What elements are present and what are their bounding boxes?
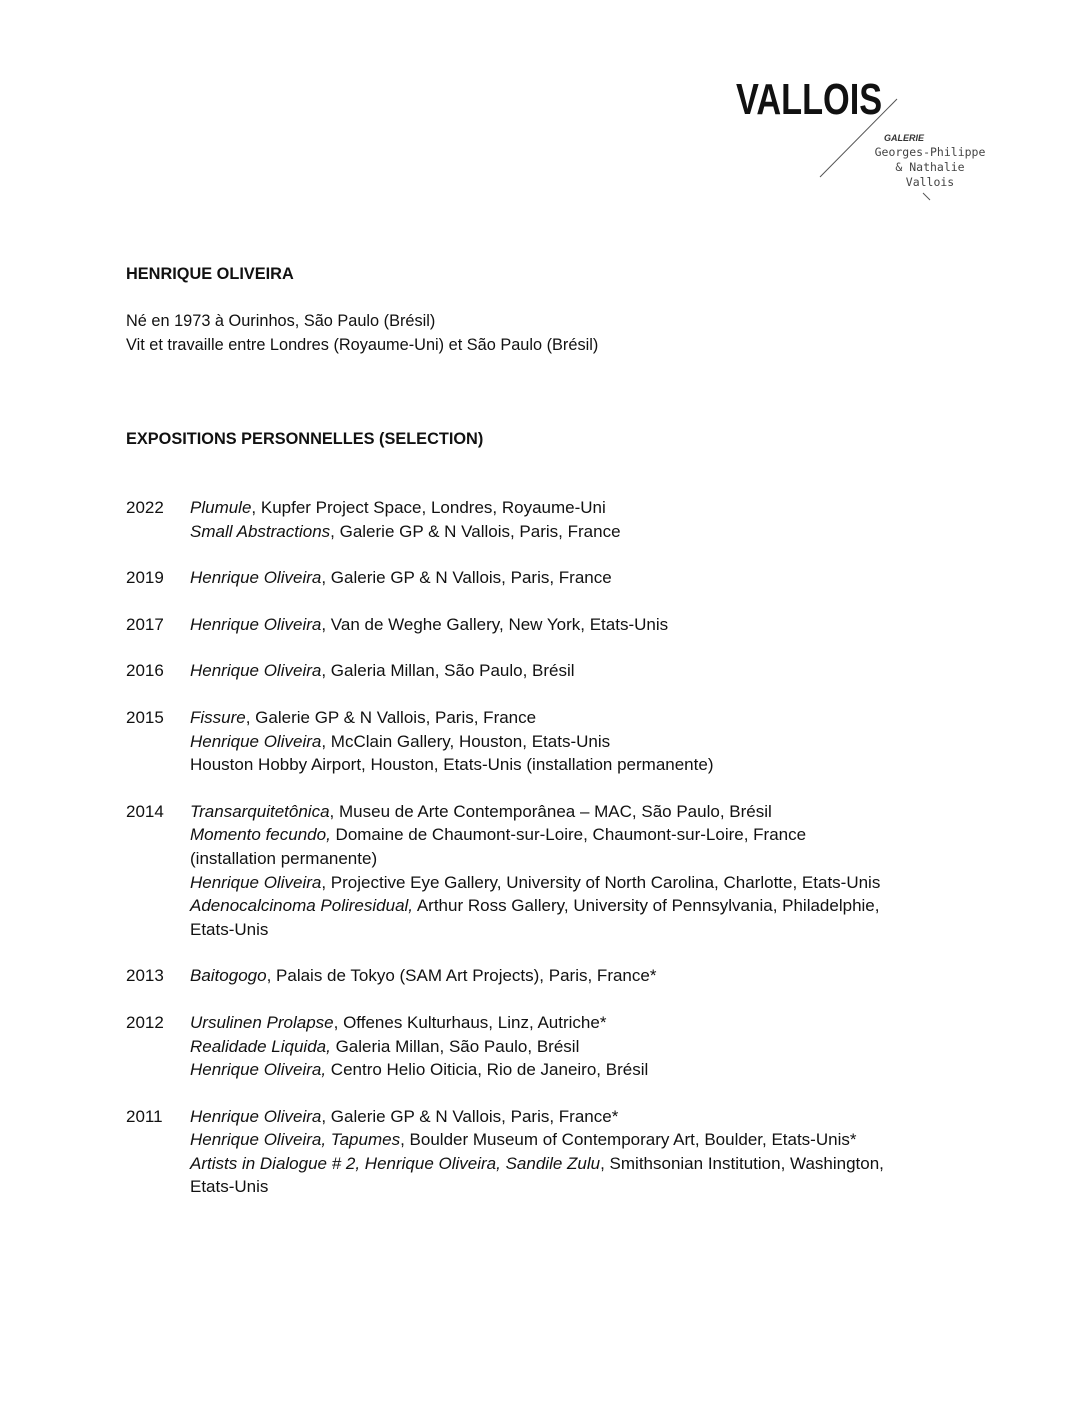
exhibition-item bbox=[190, 847, 1006, 871]
exhibition-item bbox=[190, 1011, 1006, 1035]
exhibition-year: 2017 bbox=[126, 614, 164, 634]
exhibitions-list bbox=[126, 496, 1006, 1222]
exhibition-year: 2016 bbox=[126, 661, 164, 681]
exhibition-year: 2013 bbox=[126, 966, 164, 986]
exhibition-title: Henrique Oliveira bbox=[190, 614, 322, 634]
exhibition-item bbox=[190, 730, 1006, 754]
exhibition-item bbox=[190, 613, 1006, 637]
exhibition-details: , Galerie GP & N Vallois, Paris, France bbox=[321, 568, 612, 588]
exhibition-item bbox=[190, 753, 1006, 777]
exhibition-details: , Smithsonian Institution, Washington, bbox=[600, 1153, 884, 1173]
logo-name-line: Vallois bbox=[905, 175, 955, 189]
exhibition-item bbox=[190, 706, 1006, 730]
exhibition-details: , Galerie GP & N Vallois, Paris, France* bbox=[321, 1106, 619, 1126]
exhibition-title: Henrique Oliveira bbox=[190, 731, 322, 751]
bio-birth: Né en 1973 à Ourinhos, São Paulo (Brésil) bbox=[126, 311, 436, 330]
exhibition-items bbox=[190, 964, 1006, 988]
bio-residence: Vit et travaille entre Londres (Royaume-Uni) et São Paulo (Brésil) bbox=[126, 335, 599, 354]
exhibition-title: Small Abstractions bbox=[190, 521, 331, 541]
exhibition-item bbox=[190, 894, 1006, 918]
exhibition-details: Houston Hobby Airport, Houston, Etats-Unis (installation permanente) bbox=[190, 755, 714, 775]
exhibition-title: Artists in Dialogue # 2, Henrique Oliveira, Sandile Zulu bbox=[190, 1153, 601, 1173]
exhibition-title: Transarquitetônica bbox=[190, 801, 330, 821]
exhibition-details: , Offenes Kulturhaus, Linz, Autriche* bbox=[333, 1012, 607, 1032]
exhibition-items bbox=[190, 566, 1006, 590]
exhibition-item bbox=[190, 520, 1006, 544]
exhibition-title: Adenocalcinoma Poliresidual, bbox=[190, 896, 414, 916]
exhibition-year-block bbox=[126, 800, 1006, 942]
exhibition-title: Ursulinen Prolapse bbox=[190, 1012, 334, 1032]
exhibition-details: , Galerie GP & N Vallois, Paris, France bbox=[245, 707, 537, 727]
exhibition-title: Henrique Oliveira bbox=[190, 568, 322, 588]
logo-galerie-label: GALERIE bbox=[884, 133, 925, 143]
exhibition-details: , Van de Weghe Gallery, New York, Etats-Unis bbox=[321, 614, 669, 634]
exhibition-item bbox=[190, 1152, 1006, 1176]
exhibition-title: Henrique Oliveira, bbox=[190, 1060, 327, 1080]
exhibition-year: 2015 bbox=[126, 707, 164, 727]
exhibition-title: Henrique Oliveira bbox=[190, 872, 322, 892]
exhibition-title: Plumule bbox=[190, 498, 252, 517]
exhibition-title: Henrique Oliveira, Tapumes bbox=[190, 1130, 401, 1150]
exhibition-item bbox=[190, 1128, 1006, 1152]
exhibition-title: Henrique Oliveira bbox=[190, 1106, 322, 1126]
exhibition-year: 2012 bbox=[126, 1012, 164, 1032]
exhibition-details: Galeria Millan, São Paulo, Brésil bbox=[330, 1036, 580, 1056]
exhibition-items bbox=[190, 496, 1006, 543]
exhibition-item bbox=[190, 800, 1006, 824]
exhibition-details: Etats-Unis bbox=[190, 919, 269, 939]
exhibition-details: (installation permanente) bbox=[190, 848, 378, 868]
exhibition-item bbox=[190, 566, 1006, 590]
exhibition-year-block bbox=[126, 964, 1006, 988]
logo-wordmark: VALLOIS bbox=[736, 75, 883, 124]
exhibition-items bbox=[190, 659, 1006, 683]
exhibition-details: Etats-Unis bbox=[190, 1177, 269, 1197]
exhibition-items bbox=[190, 1011, 1006, 1082]
exhibition-details: , Projective Eye Gallery, University of North Carolina, Charlotte, Etats-Unis bbox=[321, 872, 881, 892]
exhibition-item bbox=[190, 659, 1006, 683]
exhibition-details: , Museu de Arte Contemporânea – MAC, São Paulo, Brésil bbox=[329, 801, 772, 821]
exhibition-items bbox=[190, 1105, 1006, 1199]
logo-names bbox=[860, 145, 1000, 190]
exhibition-year-block bbox=[126, 613, 1006, 637]
exhibition-title: Fissure bbox=[190, 707, 246, 727]
exhibition-details: , Kupfer Project Space, Londres, Royaume-Uni bbox=[251, 498, 606, 517]
exhibition-item bbox=[190, 871, 1006, 895]
exhibition-item bbox=[190, 918, 1006, 942]
exhibition-details: , Galerie GP & N Vallois, Paris, France bbox=[330, 521, 621, 541]
exhibition-details: Centro Helio Oiticia, Rio de Janeiro, Brésil bbox=[326, 1060, 649, 1080]
exhibition-item bbox=[190, 1035, 1006, 1059]
exhibition-item bbox=[190, 1175, 1006, 1199]
exhibition-details: , Palais de Tokyo (SAM Art Projects), Paris, France* bbox=[266, 966, 657, 986]
exhibition-item bbox=[190, 1058, 1006, 1082]
exhibition-details: , Boulder Museum of Contemporary Art, Boulder, Etats-Unis* bbox=[400, 1130, 857, 1150]
exhibition-items bbox=[190, 706, 1006, 777]
gallery-logo bbox=[700, 70, 1000, 210]
exhibition-title: Baitogogo bbox=[190, 966, 267, 986]
exhibition-details: Domaine de Chaumont-sur-Loire, Chaumont-sur-Loire, France bbox=[330, 825, 807, 845]
exhibition-year-block bbox=[126, 496, 1006, 543]
logo-name-line: & Nathalie bbox=[895, 160, 965, 174]
exhibition-item bbox=[190, 1105, 1006, 1129]
exhibition-title: Henrique Oliveira bbox=[190, 661, 322, 681]
exhibition-item bbox=[190, 964, 1006, 988]
exhibition-details: , McClain Gallery, Houston, Etats-Unis bbox=[321, 731, 611, 751]
logo-name-line: Georges-Philippe bbox=[874, 145, 986, 159]
exhibition-title: Realidade Liquida, bbox=[190, 1036, 331, 1056]
exhibition-year: 2022 bbox=[126, 498, 164, 517]
artist-name: HENRIQUE OLIVEIRA bbox=[126, 264, 294, 283]
exhibition-items bbox=[190, 800, 1006, 942]
exhibition-year-block bbox=[126, 1105, 1006, 1199]
exhibition-year: 2011 bbox=[126, 1106, 163, 1126]
exhibition-item bbox=[190, 823, 1006, 847]
exhibition-year-block bbox=[126, 1011, 1006, 1082]
exhibition-year: 2019 bbox=[126, 568, 164, 588]
exhibition-year-block bbox=[126, 659, 1006, 683]
exhibition-year: 2014 bbox=[126, 801, 164, 821]
exhibition-details: , Galeria Millan, São Paulo, Brésil bbox=[321, 661, 575, 681]
exhibition-details: Arthur Ross Gallery, University of Pennsylvania, Philadelphie, bbox=[413, 896, 880, 916]
exhibition-item bbox=[190, 496, 1006, 520]
exhibition-year-block bbox=[126, 706, 1006, 777]
exhibition-year-block bbox=[126, 566, 1006, 590]
section-title: EXPOSITIONS PERSONNELLES (SELECTION) bbox=[126, 429, 484, 448]
exhibition-title: Momento fecundo, bbox=[190, 825, 331, 845]
exhibition-items bbox=[190, 613, 1006, 637]
